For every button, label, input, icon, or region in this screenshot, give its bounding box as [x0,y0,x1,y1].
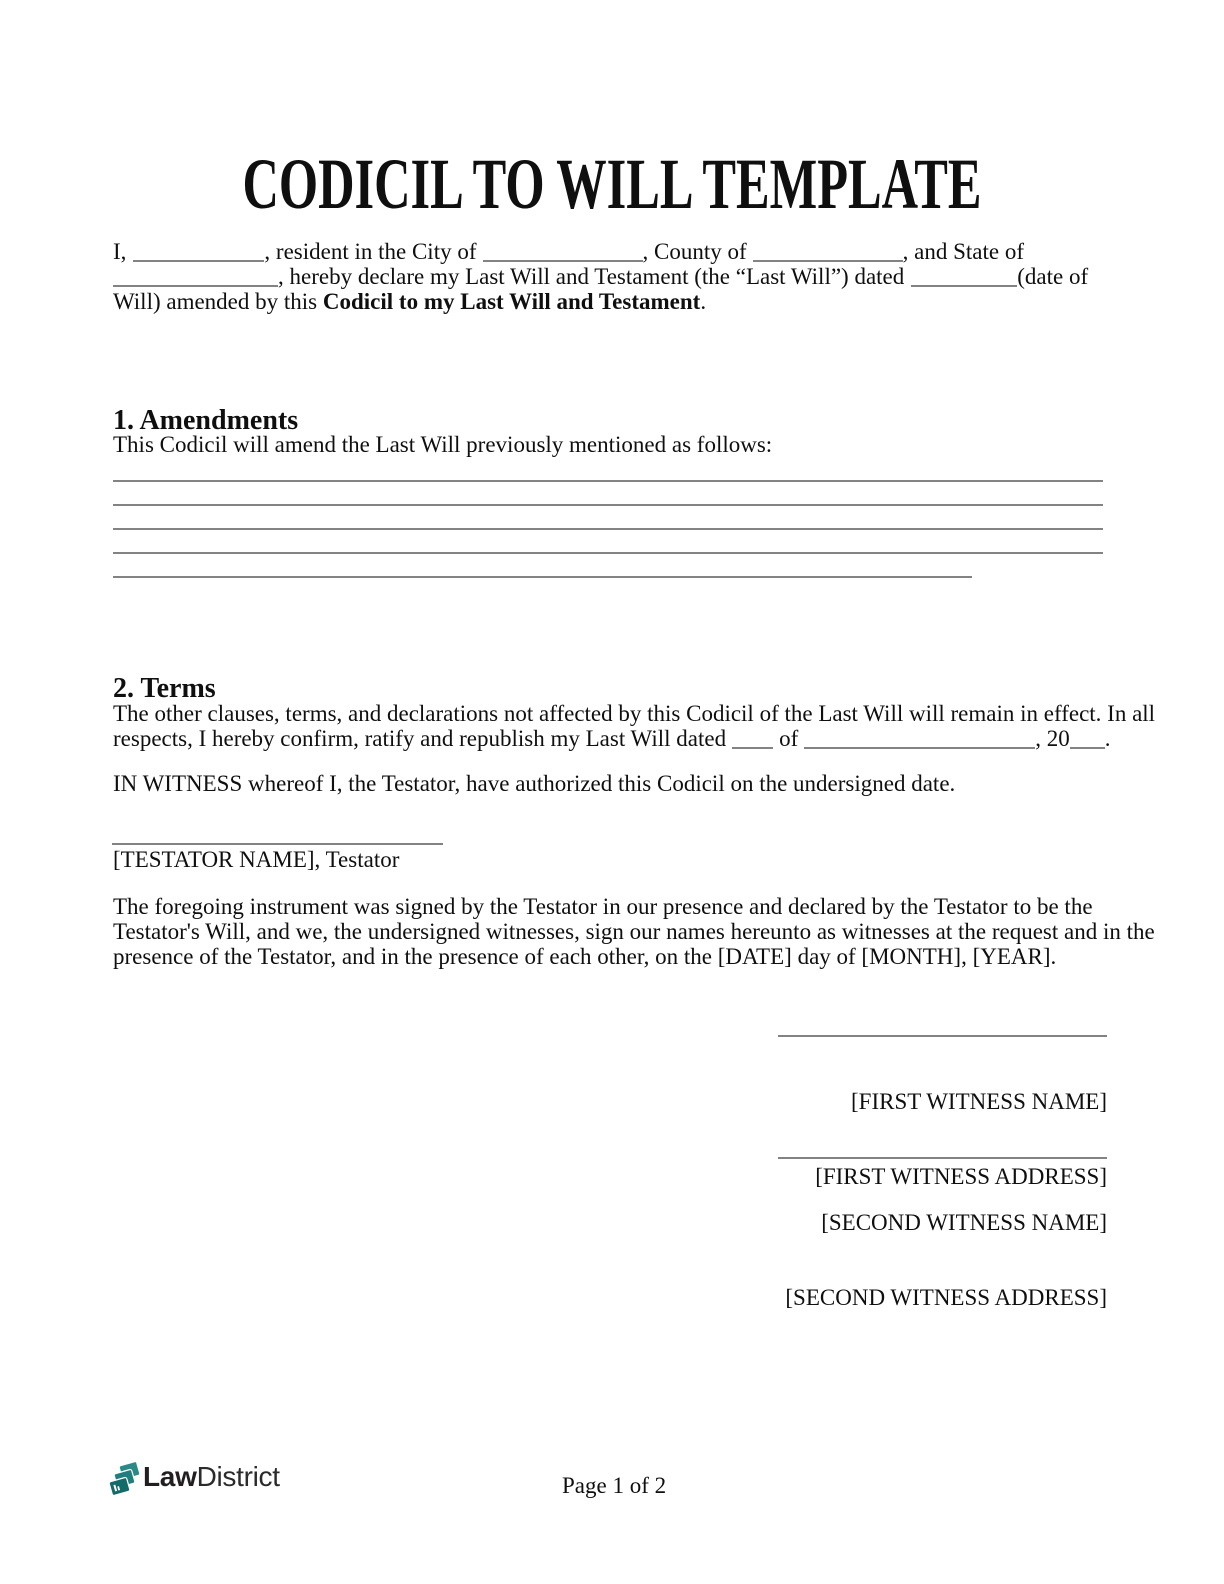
intro-paragraph [113,239,1088,314]
first-witness-name: [FIRST WITNESS NAME] [851,1089,1107,1114]
intro-text: , resident in the City of [264,239,477,264]
attestation-paragraph [113,894,1155,969]
second-witness-address: [SECOND WITNESS ADDRESS] [785,1285,1107,1310]
intro-line-3 [113,289,1088,314]
attestation-line-3: presence of the Testator, and in the presence of each other, on the [DATE] day of [MONTH], [YEAR]. [113,944,1057,969]
intro-line-2 [113,264,1088,289]
testator-signature-line[interactable] [112,843,443,845]
terms-paragraph [113,701,1155,751]
codicil-bold-text: Codicil to my Last Will and Testament [322,289,701,314]
blank-month[interactable] [804,747,1035,749]
intro-text: I, [113,239,127,264]
blank-will-date[interactable] [911,285,1017,287]
terms-heading: 2. Terms [113,673,216,705]
amendment-writein-line-1[interactable] [113,480,1103,482]
amendment-writein-line-5[interactable] [113,576,972,578]
logo-text-district: District [196,1461,280,1492]
document-title: CODICIL TO WILL TEMPLATE [242,144,982,225]
intro-text: , County of [642,239,747,264]
second-witness-name: [SECOND WITNESS NAME] [821,1210,1107,1235]
terms-line-1: The other clauses, terms, and declarations not affected by this Codicil of the Last Will will remain in effect. In all [113,701,1156,726]
intro-text: Will) amended by this [113,289,323,314]
terms-text: . [1104,726,1111,751]
terms-text: respects, I hereby confirm, ratify and republish my Last Will dated [113,726,727,751]
amendments-heading: 1. Amendments [113,405,299,437]
intro-text: , and State of [902,239,1024,264]
terms-text: , 20 [1035,726,1070,751]
second-witness-block [785,1160,1107,1360]
attestation-line-1: The foregoing instrument was signed by the Testator in our presence and declared by the Testator to be the [113,894,1093,919]
intro-text: , hereby declare my Last Will and Testament (the “Last Will”) dated [278,264,905,289]
terms-line-2 [113,726,1155,751]
intro-line-1 [113,239,1088,264]
terms-text: of [779,726,799,751]
blank-county[interactable] [753,260,903,262]
in-witness-text: IN WITNESS whereof I, the Testator, have authorized this Codicil on the undersigned date. [113,771,956,796]
amendments-intro [113,432,772,457]
lawdistrict-logo-icon [108,1461,142,1501]
intro-text: . [700,289,707,314]
blank-year[interactable] [1070,747,1105,749]
blank-city[interactable] [483,260,643,262]
amendments-intro-text: This Codicil will amend the Last Will previously mentioned as follows: [113,432,773,457]
attestation-line-2: Testator's Will, and we, the undersigned witnesses, sign our names hereunto as witnesses at the request and in the [113,919,1155,944]
first-witness-signature-line[interactable] [778,1035,1107,1037]
blank-state[interactable] [113,285,278,287]
logo-text-law: Law [143,1461,197,1492]
amendment-writein-line-4[interactable] [113,552,1103,554]
lawdistrict-logo [143,1463,280,1491]
amendment-writein-line-2[interactable] [113,504,1103,506]
page-number-label: Page 1 of 2 [562,1473,667,1498]
blank-day[interactable] [732,747,773,749]
testator-label: [TESTATOR NAME], Testator [113,847,400,872]
testator-label-block [113,847,399,872]
first-witness-address: [FIRST WITNESS ADDRESS] [815,1164,1107,1189]
amendment-writein-line-3[interactable] [113,528,1103,530]
second-witness-signature-line[interactable] [778,1157,1107,1159]
intro-text: (date of [1017,264,1089,289]
blank-testator-name[interactable] [133,260,264,262]
in-witness-clause [113,771,955,796]
